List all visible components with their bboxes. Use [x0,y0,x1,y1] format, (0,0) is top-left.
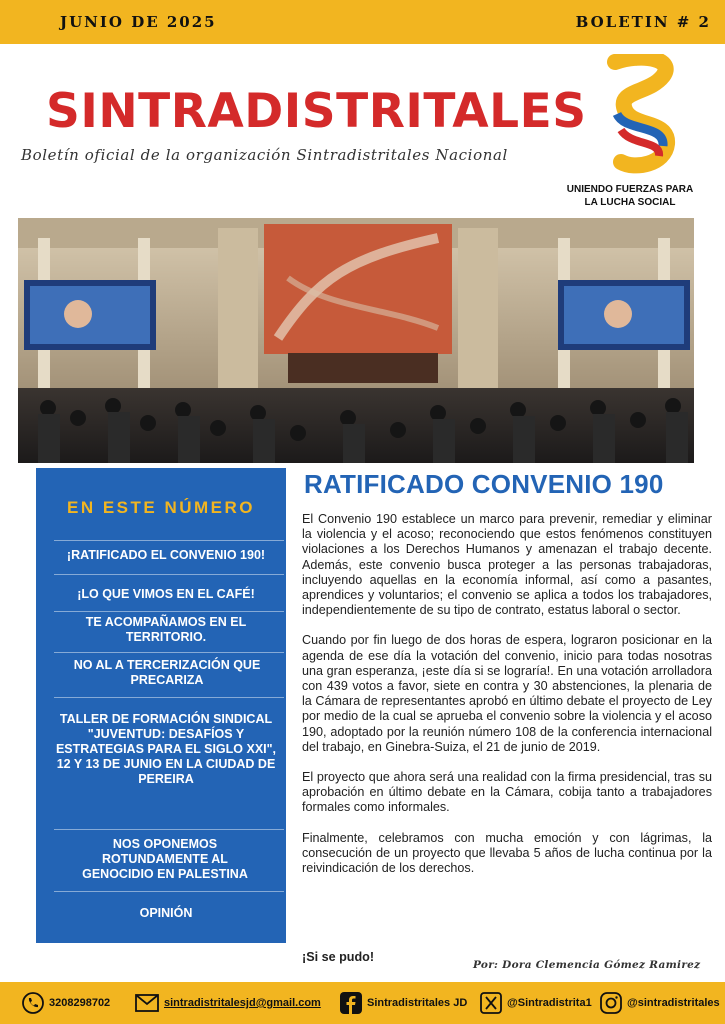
contact-footer [0,982,725,1024]
issue-date: JUNIO DE 2025 [60,13,217,31]
top-bar [0,0,725,44]
toc-item-territorio[interactable]: TE ACOMPAÑAMOS EN EL TERRITORIO. [85,615,247,644]
footer-facebook[interactable] [340,982,467,1024]
x-icon [480,992,502,1014]
article-paragraph: El proyecto que ahora será una realidad con la firma presidencial, tras su aprobación en último debate en la Cámara, cobija tanto a trabajadores formales como informales. [302,770,712,815]
article-byline: Por: Dora Clemencia Gómez Ramirez [473,959,701,971]
toc-item-cafe[interactable]: ¡LO QUE VIMOS EN EL CAFÉ! [77,587,255,601]
masthead-title: SINTRADISTRITALES [46,84,587,139]
toc-divider [54,891,284,892]
toc-item-tercerizacion[interactable]: NO AL A TERCERIZACIÓN QUE PRECARIZA [73,658,261,687]
logo-tagline-line-2: LA LUCHA SOCIAL [584,197,676,208]
article-headline: RATIFICADO CONVENIO 190 [304,469,664,499]
toc-item-convenio[interactable]: ¡RATIFICADO EL CONVENIO 190! [66,548,266,562]
footer-x[interactable] [480,982,592,1024]
footer-email[interactable] [135,982,321,1024]
facebook-icon [340,992,362,1014]
congress-chamber-photo [18,218,694,463]
instagram-icon [600,992,622,1014]
issue-number: BOLETIN # 2 [575,13,711,31]
toc-item-taller[interactable]: TALLER DE FORMACIÓN SINDICAL "JUVENTUD: DESAFÍOS Y ESTRATEGIAS PARA EL SIGLO XXI", 12 Y 13 DE JUNIO EN LA CIUDAD DE PEREIRA [55,712,277,786]
facebook-handle: Sintradistritales JD [367,997,468,1009]
article-body [302,512,712,891]
email-address[interactable]: sintradistritalesjd@gmail.com [164,997,321,1009]
instagram-handle: @sintradistritales [627,997,720,1009]
toc-heading: EN ESTE NÚMERO [66,498,256,517]
toc-divider [54,611,284,612]
toc-divider [54,540,284,541]
article-paragraph: Finalmente, celebramos con mucha emoción y con lágrimas, la consecución de un proyecto que llevaba 5 años de lucha continua por la reivindicación de los derechos. [302,830,712,876]
union-logo [545,54,710,179]
x-handle: @Sintradistrita1 [507,997,592,1009]
logo-tagline [560,183,700,209]
table-of-contents [36,468,286,943]
email-icon [135,994,159,1012]
toc-item-palestina[interactable]: NOS OPONEMOS ROTUNDAMENTE AL GENOCIDIO EN PALESTINA [82,837,248,881]
toc-divider [54,697,284,698]
toc-divider [54,829,284,830]
phone-number: 3208298702 [49,997,111,1009]
footer-instagram[interactable] [600,982,720,1024]
logo-tagline-line-1: UNIENDO FUERZAS PARA [566,184,694,195]
toc-divider [54,574,284,575]
article-paragraph: Cuando por fin luego de dos horas de espera, lograron posicionar en la agenda de ese día la votación del convenio, inicio para todas nosotras una gran esperanza, ¡este día si se lograría!. En una votación arrolladora con 439 votos a favor, siete en contra y 30 abstenciones, la plenaria de la Cámara de representantes aprobó en último debate el proyecto de Ley por medio de la cual se aprueba el convenio sobre la violencia y el acoso 190, adoptado por la reunión número 108 de la conferencia internacional del trabajo, en Ginebra-Suiza, el 21 de junio de 2019. [302,633,712,754]
masthead-subtitle: Boletín oficial de la organización Sintradistritales Nacional [21,146,508,164]
toc-item-opinion[interactable]: OPINIÓN [139,906,193,920]
phone-icon [22,992,44,1014]
article-closing: ¡Si se pudo! [302,950,375,964]
article-paragraph: El Convenio 190 establece un marco para prevenir, remediar y eliminar la violencia y el acoso; reconociendo que estos fenómenos constituyen violaciones a los Derechos Humanos y amenazan el trabajo decente. Además, este convenio busca proteger a las personas trabajadoras, incluyendo aquellas en la economía informal, así como a pasantes, aprendices y voluntarios; el convenio se aplica a todos los trabajadores, independientemente de su tipo de contrato, estatus laboral o sector. [302,512,712,618]
toc-divider [54,652,284,653]
footer-phone[interactable] [22,982,110,1024]
